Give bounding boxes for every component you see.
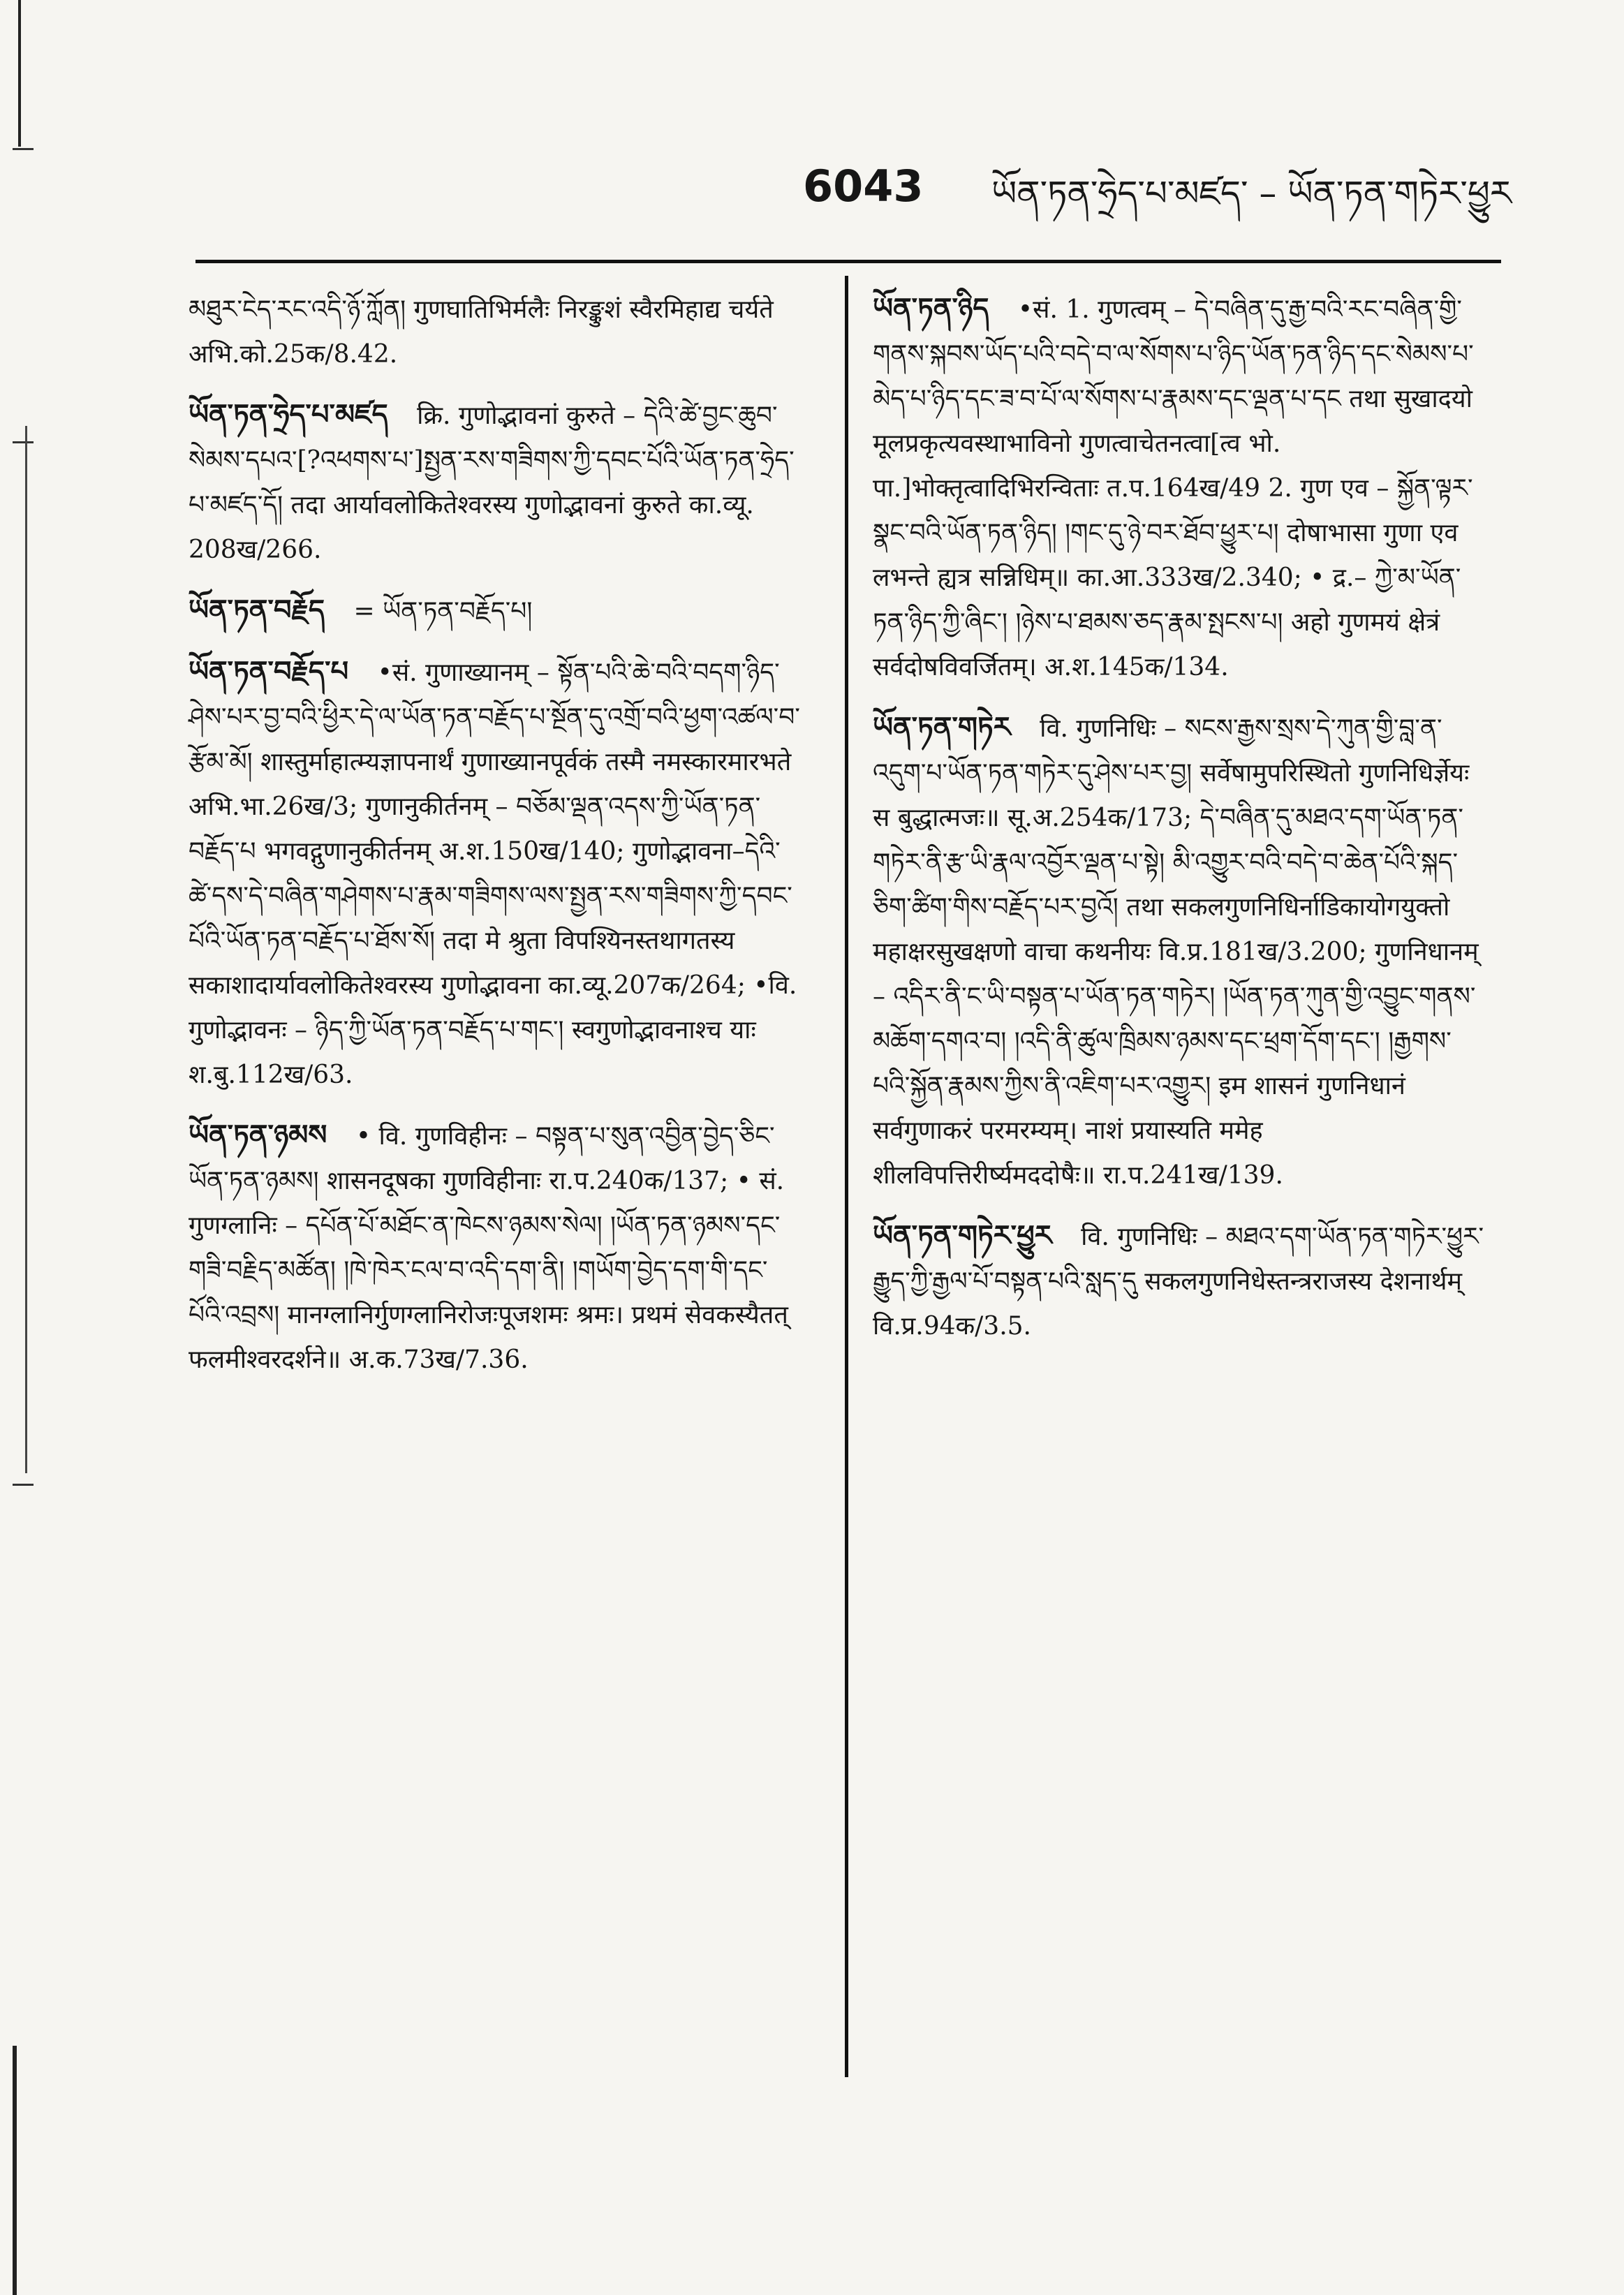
entry-text: वि. गुणनिधिः – སངས་རྒྱས་སྲས་དེ་ཀུན་གྱི་བླ་ན་འདུག་པ་ཡོན་ཏན་གཏེར་དུ་ཤེས་པར་བྱ། सर्वेषामुपरिस्थितो गुणनिधिर्ज्ञेयः स बुद्धात्मजः॥ सू.अ.254क/173; དེ་བཞིན་དུ་མཐའ་དག་ཡོན་ཏན་གཏེར་ནི་རྩ་ཡི་རྣལ་འབྱོར་ལྡན་པ་སྟེ། མི་འགྱུར་བའི་བདེ་བ་ཆེན་པོའི་སྐད་ཅིག་ཚིག་གིས་བརྗོད་པར་བྱའོ། तथा सकलगुणनिधिर्नाडिकायोगयुक्तो महाक्षरसुखक्षणो वाचा कथनीयः वि.प्र.181ख/3.200; गुणनिधानम् – འདིར་ནི་ང་ཡི་བསྟན་པ་ཡོན་ཏན་གཏེར། །ཡོན་ཏན་ཀུན་གྱི་འབྱུང་གནས་མཆོག་དགའ་བ། །འདི་ནི་ཚུལ་ཁྲིམས་ཉམས་དང་ཕྲག་དོག་དང་། །རྒྱགས་པའི་སྐྱོན་རྣམས་ཀྱིས་ནི་འཇིག་པར་འགྱུར། इम शासनं गुणनिधानं सर्वगुणाकरं परमरम्यम्। नाशं प्रयास्यति ममेह शीलविपत्तिरीर्ष्यमददोषैः॥ रा.प.241ख/139. <box>873 714 1487 1190</box>
entry-text: མཐུར་ངེད་རང་འདི་ཉོ་ཀློན། गुणघातिभिर्मलैः निरङ्कुशं स्वैरमिहाद्य चर्यते अभि.को.25क/8.42. <box>189 295 782 369</box>
margin-line <box>18 0 21 147</box>
header-rule <box>195 260 1501 263</box>
headword: ཡོན་ཏན་གཏེར་ཕྱུར <box>873 1219 1052 1252</box>
entry-text: वि. गुणनिधिः – མཐའ་དག་ཡོན་ཏན་གཏེར་ཕྱུར་རྒྱུད་ཀྱི་རྒྱལ་པོ་བསྟན་པའི་སླད་དུ सकलगुणनिधेस्तन्त्रराजस्य देशनार्थम् वि.प्र.94क/3.5. <box>873 1223 1484 1341</box>
right-column <box>873 286 1487 1364</box>
entry-text: क्रि. गुणोद्भावनां कुरुते – དེའི་ཚེ་བྱང་ཆུབ་སེམས་དཔའ་[?འཕགས་པ་]སྤྱན་རས་གཟིགས་ཀྱི་དབང་པོའི་ཡོན་ཏན་ཧྲེད་པ་མཛད་དོ། तदा आर्यावलोकितेश्वरस्य गुणोद्भावनां कुरुते का.व्यू. 208ख/266. <box>189 401 795 564</box>
headword: ཡོན་ཏན་ཧྲེད་པ་མཛད <box>189 398 388 431</box>
entry-text: •सं. 1. गुणत्वम् – དེ་བཞིན་དུ་རྒྱ་བའི་རང་བཞིན་གྱི་གནས་སྐབས་ཡོད་པའི་བདེ་བ་ལ་སོགས་པ་ཉིད་ཡོན་ཏན་ཉིད་དང་སེམས་པ་མེད་པ་ཉིད་དང་ཟ་བ་པོ་ལ་སོགས་པ་རྣམས་དང་ལྡན་པ་དང तथा सुखादयो मूलप्रकृत्यवस्थाभाविनो गुणत्वाचेतनत्वा[त्व भो. पा.]भोक्तृत्वादिभिरन्विताः त.प.164ख/49 2. गुण एव – སྐྱོན་ལྟར་སྣང་བའི་ཡོན་ཏན་ཉིད། །གང་དུ་ཉེ་བར་ཐོབ་ཕྱུར་པ། दोषाभासा गुणा एव लभन्ते ह्यत्र सन्निधिम्॥ का.आ.333ख/2.340; • द्र.– ཀྱེ་མ་ཡོན་ཏན་ཉིད་ཀྱི་ཞིང་། །ཉེས་པ་ཐམས་ཅད་རྣམ་སྤངས་པ། अहो गुणमयं क्षेत्रं सर्वदोषविवर्जितम्। अ.श.145क/134. <box>873 295 1481 681</box>
headword: ཡོན་ཏན་ཉམས <box>189 1119 327 1151</box>
entry <box>873 1213 1487 1349</box>
entry <box>873 705 1487 1198</box>
page-number: 6043 <box>803 161 924 212</box>
left-column <box>189 286 803 1398</box>
margin-tick <box>13 148 34 150</box>
entry-text: •सं. गुणाख्यानम् – སྟོན་པའི་ཆེ་བའི་བདག་ཉིད་ཤེས་པར་བྱ་བའི་ཕྱིར་དེ་ལ་ཡོན་ཏན་བརྗོད་པ་སྔོན་དུ་འགྲོ་བའི་ཕྱག་འཚལ་བ་རྩོམ་མོ། शास्तुर्माहात्म्यज्ञापनार्थं गुणाख्यानपूर्वकं तस्मै नमस्कारमारभते अभि.भा.26ख/3; गुणानुकीर्तनम् – བཅོམ་ལྡན་འདས་ཀྱི་ཡོན་ཏན་བརྗོད་པ भगवद्गुणानुकीर्तनम् अ.श.150ख/140; गुणोद्भावना–དེའི་ཚེ་དས་དེ་བཞིན་གཤེགས་པ་རྣམ་གཟིགས་ལས་སྤྱན་རས་གཟིགས་ཀྱི་དབང་པོའི་ཡོན་ཏན་བརྗོད་པ་ཐོས་སོ། तदा मे श्रुता विपश्यिनस्तथागतस्य सकाशादार्यावलोकितेश्वरस्य गुणोद्भावना का.व्यू.207क/264; •वि. गुणोद्भावनः – ཉིད་ཀྱི་ཡོན་ཏན་བརྗོད་པ་གང་། स्वगुणोद्भावनाश्च याः श.बु.112ख/63. <box>189 658 805 1089</box>
headword: ཡོན་ཏན་གཏེར <box>873 711 1011 744</box>
entry <box>189 392 803 573</box>
running-title: ཡོན་ཏན་ཧྲེད་པ་མཛད་ – ཡོན་ཏན་གཏེར་ཕྱུར <box>991 173 1512 214</box>
headword: ཡོན་ཏན་བརྗོད <box>189 593 325 626</box>
margin-tick <box>13 441 34 443</box>
entry <box>189 649 803 1098</box>
headword: ཡོན་ཏན་བརྗོད་པ <box>189 655 349 688</box>
column-divider <box>845 276 848 2077</box>
entry <box>189 588 803 634</box>
margin-line <box>25 426 27 1473</box>
entry-text: • वि. गुणविहीनः – བསྟན་པ་སུན་འབྱིན་བྱེད་ཅིང་ཡོན་ཏན་ཉམས། शासनदूषका गुणविहीनाः रा.प.240क/137; • सं. गुणग्लानिः – དཔོན་པོ་མཐོང་ན་ཁེངས་ཉམས་སེལ། །ཡོན་ཏན་ཉམས་དང་གཟི་བརྗིད་མཚོན། །ཁེ་ཁེར་ངལ་བ་འདི་དག་ནི། །གཡོག་བྱེད་དག་གི་དང་པོའི་འབྲས། मानग्लानिर्गुणग्लानिरोजःपूजशमः श्रमः। प्रथमं सेवकस्यैतत् फलमीश्वरदर्शने॥ अ.क.73ख/7.36. <box>189 1122 797 1374</box>
entry-text: = ཡོན་ཏན་བརྗོད་པ། <box>353 597 533 626</box>
headword: ཡོན་ཏན་ཉིད <box>873 292 989 325</box>
margin-line <box>13 2046 17 2295</box>
entry <box>873 286 1487 690</box>
entry <box>189 1113 803 1382</box>
margin-tick <box>13 1484 34 1486</box>
entry <box>189 286 803 377</box>
